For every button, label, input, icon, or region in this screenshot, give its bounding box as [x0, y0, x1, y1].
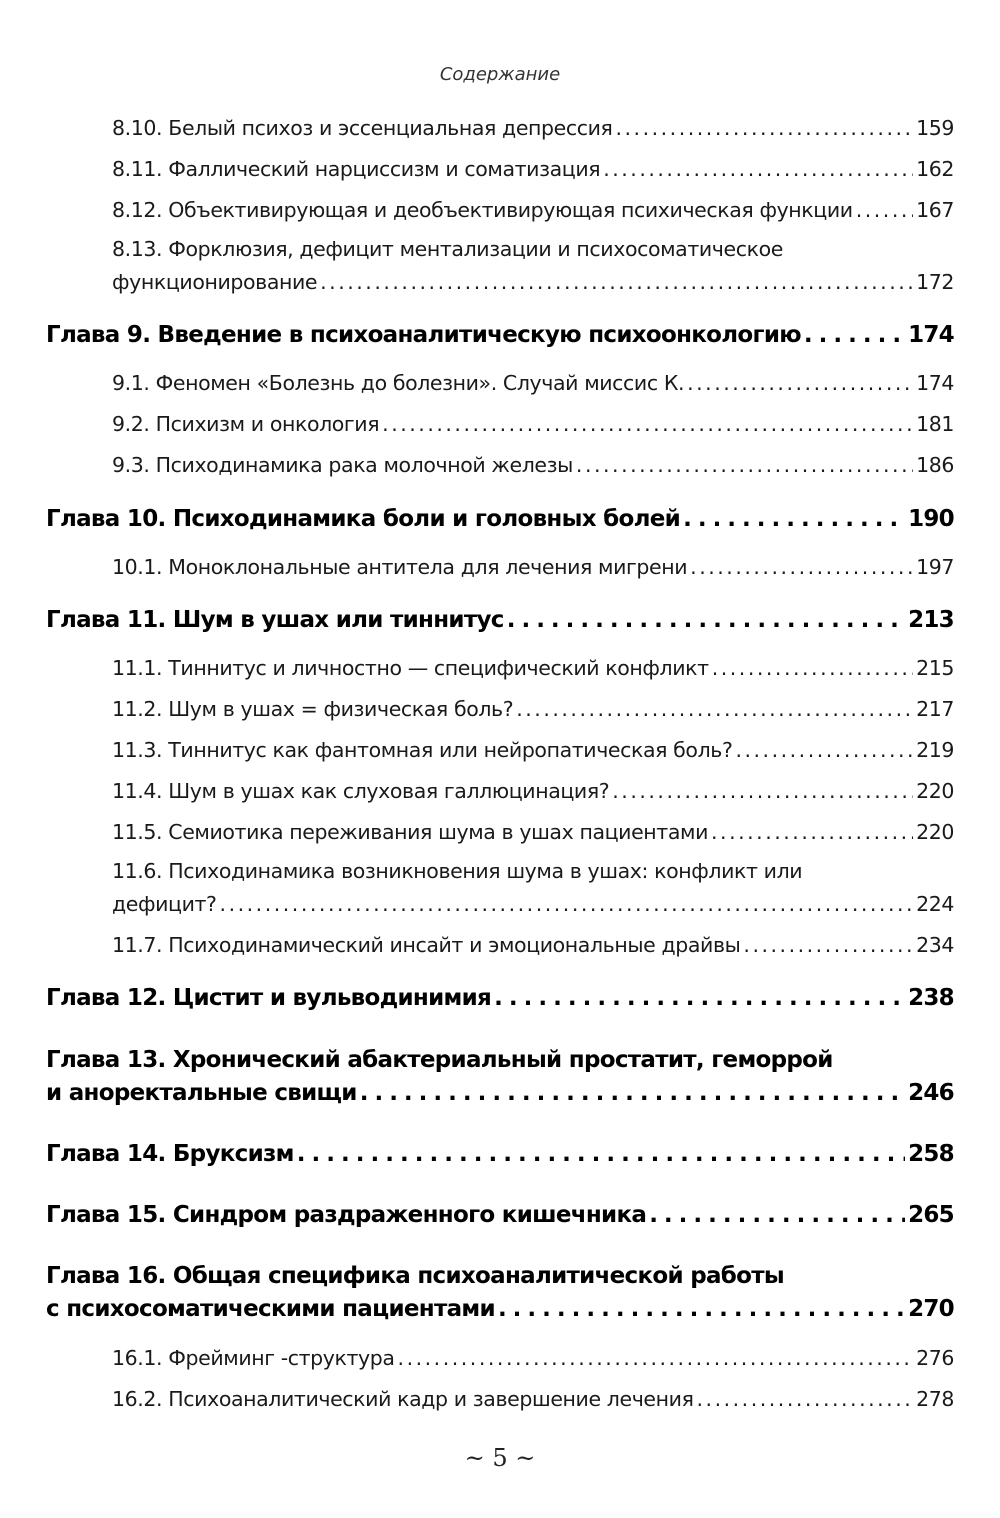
toc-entry-10-1: 10.1. Моноклональные антитела для лечения мигрени . . . 197: [112, 555, 954, 579]
page-number: 265: [908, 1202, 954, 1228]
running-header: Содержание: [439, 64, 561, 85]
page-number: 276: [916, 1346, 954, 1370]
toc-entry-11-2: 11.2. Шум в ушах = физическая боль? . . . 217: [112, 697, 954, 721]
page-number: 162: [916, 157, 954, 181]
toc-entry-11-5: 11.5. Семиотика переживания шума в ушах пациентами . . . 220: [112, 820, 954, 844]
page-number: 219: [916, 738, 954, 762]
toc-chapter-10: Глава 10. Психодинамика боли и головных болей . . . 190: [46, 506, 954, 532]
page-number: 167: [916, 198, 954, 222]
toc-entry-8-12: 8.12. Объективирующая и деобъективирующая психическая функции . . . 167: [112, 198, 954, 222]
page-number: 159: [916, 116, 954, 140]
page-number: 215: [916, 656, 954, 680]
toc-entry-8-13-line1: 8.13. Форклюзия, дефицит ментализации и психосоматическое: [112, 237, 783, 261]
page-number: 220: [916, 779, 954, 803]
page-footer-number: ~ 5 ~: [464, 1444, 536, 1472]
toc-entry-11-7: 11.7. Психодинамический инсайт и эмоциональные драйвы . . . 234: [112, 933, 954, 957]
page-number: 270: [908, 1296, 954, 1322]
page-number: 224: [916, 892, 954, 916]
page-number: 246: [908, 1080, 954, 1106]
page-number: 217: [916, 697, 954, 721]
page-number: 172: [916, 270, 954, 294]
toc-entry-11-3: 11.3. Тиннитус как фантомная или нейропатическая боль? . . . 219: [112, 738, 954, 762]
page-number: 213: [908, 607, 954, 633]
toc-entry-8-13: функционирование . . . 172: [112, 270, 954, 294]
page-number: 190: [908, 506, 954, 532]
page-number: 234: [916, 933, 954, 957]
page-number: 258: [908, 1141, 954, 1167]
page-number: 186: [916, 453, 954, 477]
page-number: 181: [916, 412, 954, 436]
toc-entry-11-6-line1: 11.6. Психодинамика возникновения шума в ушах: конфликт или: [112, 859, 803, 883]
toc-chapter-13: и аноректальные свищи . . . 246: [46, 1080, 954, 1106]
toc-chapter-16: с психосоматическими пациентами . . . 270: [46, 1296, 954, 1322]
page-number: 278: [916, 1387, 954, 1411]
toc-entry-8-11: 8.11. Фаллический нарциссизм и соматизация . . . 162: [112, 157, 954, 181]
toc-entry-16-1: 16.1. Фрейминг -структура . . . 276: [112, 1346, 954, 1370]
toc-entry-11-1: 11.1. Тиннитус и личностно — специфический конфликт . . . 215: [112, 656, 954, 680]
toc-chapter-9: Глава 9. Введение в психоаналитическую психоонкологию . . . 174: [46, 322, 954, 348]
toc-entry-16-2: 16.2. Психоаналитический кадр и завершение лечения . . . 278: [112, 1387, 954, 1411]
toc-entry-9-2: 9.2. Психизм и онкология . . . 181: [112, 412, 954, 436]
page-number: 220: [916, 820, 954, 844]
toc-entry-11-4: 11.4. Шум в ушах как слуховая галлюцинация? . . . 220: [112, 779, 954, 803]
toc-entry-9-3: 9.3. Психодинамика рака молочной железы . . . 186: [112, 453, 954, 477]
toc-entry-8-10: 8.10. Белый психоз и эссенциальная депрессия . . . 159: [112, 116, 954, 140]
toc-chapter-14: Глава 14. Бруксизм . . . 258: [46, 1141, 954, 1167]
toc-chapter-11: Глава 11. Шум в ушах или тиннитус . . . 213: [46, 607, 954, 633]
page-number: 174: [916, 371, 954, 395]
toc-chapter-13-line1: Глава 13. Хронический абактериальный простатит, геморрой: [46, 1047, 833, 1073]
toc-entry-9-1: 9.1. Феномен «Болезнь до болезни». Случай миссис К. . . . 174: [112, 371, 954, 395]
page-number: 174: [908, 322, 954, 348]
toc-chapter-15: Глава 15. Синдром раздраженного кишечника . . . 265: [46, 1202, 954, 1228]
toc-chapter-16-line1: Глава 16. Общая специфика психоаналитической работы: [46, 1263, 785, 1289]
page-number: 238: [908, 985, 954, 1011]
toc-entry-11-6: дефицит? . . . 224: [112, 892, 954, 916]
page-number: 197: [916, 555, 954, 579]
toc-chapter-12: Глава 12. Цистит и вульводинимия . . . 238: [46, 985, 954, 1011]
